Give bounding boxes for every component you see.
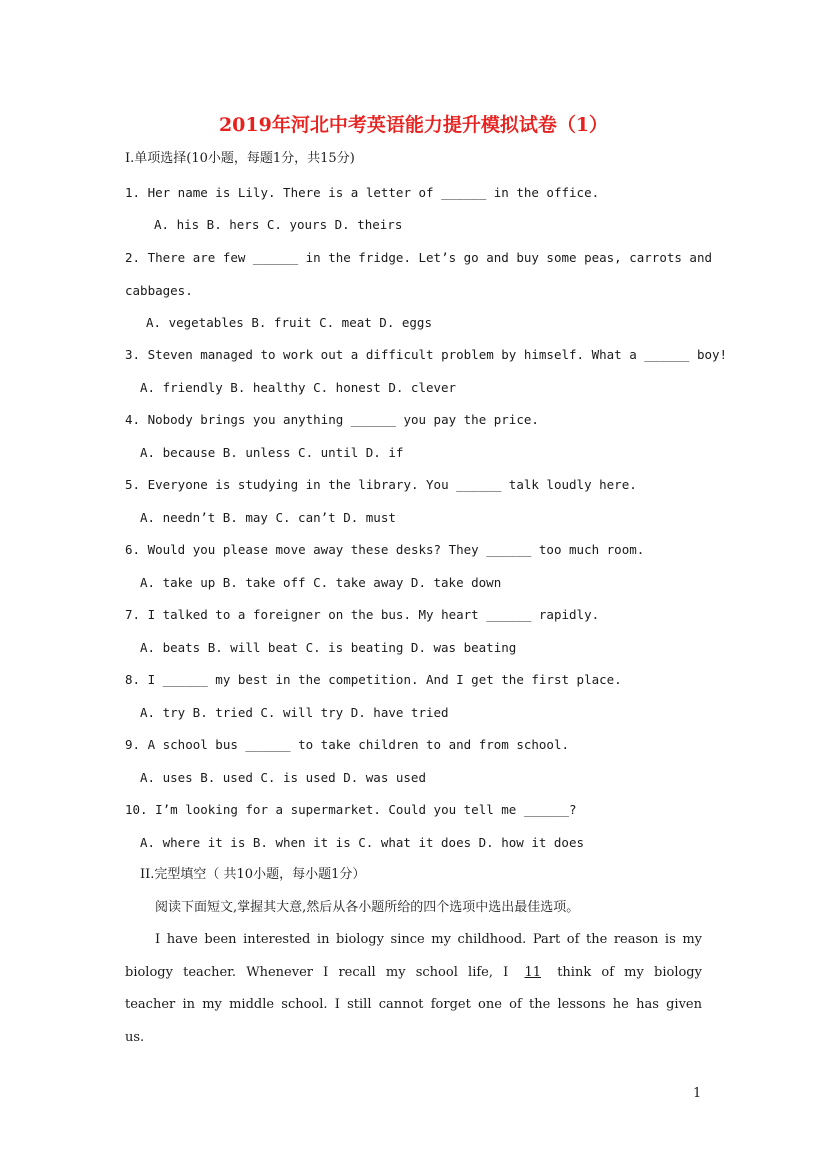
page-number: 1 <box>693 1086 702 1101</box>
blank-11: 11 <box>524 965 542 980</box>
question-4-options: A. because B. unless C. until D. if <box>140 445 404 460</box>
passage-line-4: us. <box>125 1030 145 1045</box>
question-2-stem-cont: cabbages. <box>125 283 193 298</box>
passage-line-1: I have been interested in biology since my childhood. Part of the reason is my <box>155 932 702 947</box>
question-5-options: A. needn’t B. may C. can’t D. must <box>140 510 396 525</box>
section2-heading: II.完型填空（ 共10小题，每小题1分） <box>140 867 366 882</box>
page-title: 2019年河北中考英语能力提升模拟试卷（1） <box>218 114 609 136</box>
section2-instruction: 阅读下面短文,掌握其大意,然后从各小题所给的四个选项中选出最佳选项。 <box>155 900 580 915</box>
question-7-options: A. beats B. will beat C. is beating D. was beating <box>140 640 517 655</box>
question-5-stem: 5. Everyone is studying in the library. You ______ talk loudly here. <box>125 477 637 492</box>
question-8-options: A. try B. tried C. will try D. have tried <box>140 705 449 720</box>
question-8-stem: 8. I ______ my best in the competition. And I get the first place. <box>125 672 622 687</box>
question-10-stem: 10. I’m looking for a supermarket. Could you tell me ______? <box>125 802 577 817</box>
passage-line-3: teacher in my middle school. I still cannot forget one of the lessons he has given <box>125 997 702 1012</box>
section1-heading: Ⅰ.单项选择(10小题，每题1分，共15分) <box>125 151 355 166</box>
question-2-options: A. vegetables B. fruit C. meat D. eggs <box>146 315 432 330</box>
question-3-options: A. friendly B. healthy C. honest D. clever <box>140 380 457 395</box>
passage-line-2-pre: biology teacher. Whenever I recall my school life, I <box>125 965 519 980</box>
question-10-options: A. where it is B. when it is C. what it does D. how it does <box>140 835 585 850</box>
question-3-stem: 3. Steven managed to work out a difficult problem by himself. What a ______ boy! <box>125 347 728 362</box>
question-9-options: A. uses B. used C. is used D. was used <box>140 770 426 785</box>
question-6-options: A. take up B. take off C. take away D. take down <box>140 575 502 590</box>
passage-line-2-post: think of my biology <box>547 965 702 980</box>
question-6-stem: 6. Would you please move away these desks? They ______ too much room. <box>125 542 645 557</box>
question-1-options: A. his B. hers C. yours D. theirs <box>154 217 403 232</box>
passage-line-2 <box>125 965 702 981</box>
question-4-stem: 4. Nobody brings you anything ______ you pay the price. <box>125 412 539 427</box>
question-1-stem: 1. Her name is Lily. There is a letter of ______ in the office. <box>125 185 600 200</box>
question-9-stem: 9. A school bus ______ to take children to and from school. <box>125 737 570 752</box>
question-7-stem: 7. I talked to a foreigner on the bus. My heart ______ rapidly. <box>125 607 600 622</box>
question-2-stem: 2. There are few ______ in the fridge. Let’s go and buy some peas, carrots and <box>125 250 712 265</box>
